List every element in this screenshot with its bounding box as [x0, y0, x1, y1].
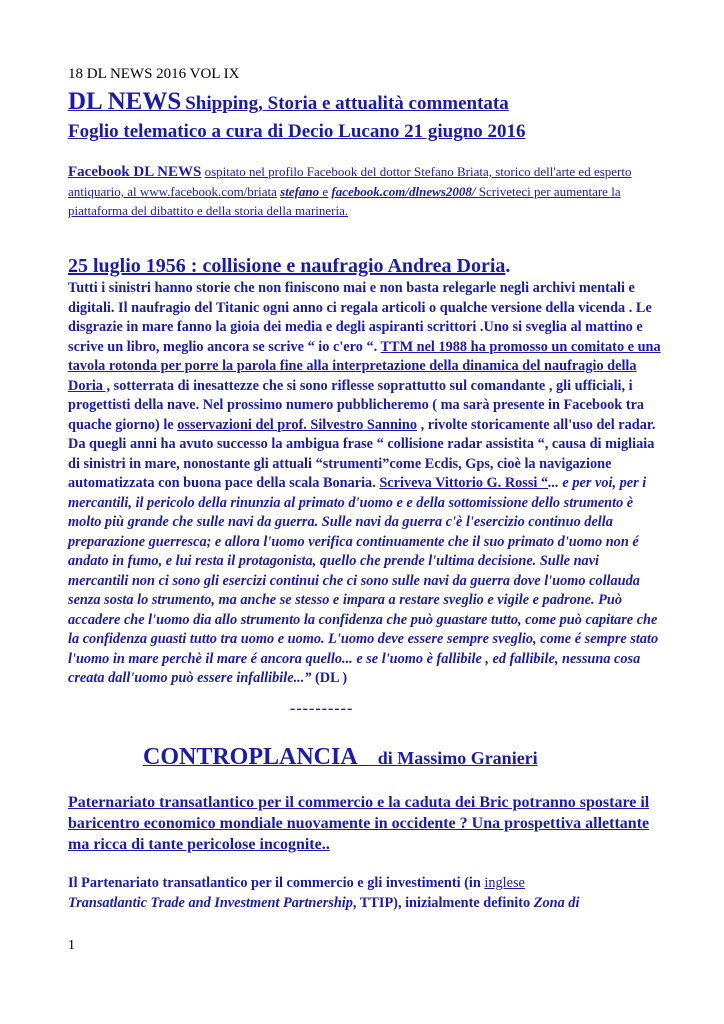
- article-title: [68, 255, 662, 278]
- article-title-end: .: [505, 255, 511, 277]
- issue-label: 18 DL NEWS 2016 VOL IX: [68, 66, 240, 82]
- article-para-3: , rivolte storicamente all'uso del radar. Da quegli anni ha avuto successo la ambigua frase “ collisione radar assistita “, causa di migliaia di sinistri in mare, nonostante gli attuali “strumenti”come Ecdis, Gps, cioè la navigazione automatizzata con buona pace della scala Bonaria.: [68, 416, 656, 491]
- masthead-tagline: Shipping, Storia e attualità commentata: [185, 93, 509, 114]
- controplancia-title: CONTROPLANCIA: [143, 744, 358, 770]
- masthead-title: [68, 90, 662, 117]
- facebook-note: [68, 162, 662, 220]
- ttip-text-2: , TTIP), inizialmente definito: [352, 895, 534, 911]
- article-para-1: Tutti i sinistri hanno storie che non finiscono mai e non basta relegarle negli archivi mentali e digitali. Il naufragio del Titanic ogni anno ci regala articoli o qualche versione della vicenda . Le disgrazie in mare fanno la gioia dei media e degli aspiranti scrittori .Uno si sveglia al mattino e scrive un libro, meglio ancora se scrive “ io c'ero “.: [68, 280, 652, 355]
- rossi-quote: ... e per voi, per i mercantili, il pericolo della rinunzia al primato d'uomo e e della sottomissione dello strumento è molto più grande che sulle navi da guerra. Sulle navi da guerra c'è l'esercizio continuo della preparazione guerresca; e allora l'uomo verifica continuamente che il suo primato d'uomo non é andato in fumo, e lui resta il protagonista, quello che prende l'ultima decisione. Sulle navi mercantili non ci sono gli esercizi continui che ci sono sulle navi da guerra dove l'uomo collauda senza sosta lo strumento, ma anche se stesso e impara a restare sveglio e vigile e padrone. Può accadere che l'uomo dia allo strumento la confidenza che può guastare tutto, come può capitare che la confidenza guasti tutto tra uomo e uomo. L'uomo deve essere sempre sveglio, come é sempre stato l'uomo in mare perchè il mare é ancora quello... e se l'uomo è fallibile , ed fallibile, nessuna cosa creata dall'uomo può essere infallibile...”: [68, 475, 659, 686]
- article-signature: (DL ): [315, 670, 348, 686]
- inglese-link[interactable]: inglese: [484, 875, 525, 891]
- facebook-stefano-link[interactable]: stefano: [280, 184, 320, 199]
- article-title-text: 25 luglio 1956 : collisione e naufragio Andrea Doria: [68, 255, 506, 277]
- ttip-text-3: Zona di: [533, 895, 580, 911]
- facebook-briata-link[interactable]: www.facebook.com/briata: [139, 184, 277, 199]
- facebook-text-1: ospitato nel profilo Facebook del dottor Stefano Briata, storico dell'arte ed esperto antiquario, al: [68, 164, 632, 199]
- facebook-text-2: e: [319, 184, 329, 199]
- facebook-text-3: Scriveteci per aumentare la piattaforma del dibattito e della storia della marineria.: [68, 184, 621, 218]
- ttm-link[interactable]: TTM nel 1988 ha promosso un comitato e una tavola rotonda per porre la parola fine alla interpretazione della dinamica del naufragio della Doria ,: [68, 338, 661, 394]
- facebook-heading: Facebook DL NEWS: [68, 164, 202, 180]
- section-divider: ----------: [290, 700, 354, 717]
- ttip-text-1: Il Partenariato transatlantico per il commercio e gli investimenti (in: [68, 875, 485, 891]
- rossi-link[interactable]: Scriveva Vittorio G. Rossi “: [379, 475, 549, 491]
- masthead-name: DL NEWS: [68, 88, 182, 115]
- article-body: [68, 279, 662, 689]
- ttip-paragraph: [68, 873, 662, 913]
- page-number: 1: [68, 938, 75, 953]
- masthead-subtitle: Foglio telematico a cura di Decio Lucano 21 giugno 2016: [68, 121, 526, 142]
- controplancia-heading: [143, 744, 538, 771]
- controplancia-author: di Massimo Granieri: [377, 748, 538, 768]
- ttip-english-name: Transatlantic Trade and Investment Partnership: [68, 895, 353, 911]
- controplancia-subhead: Paternariato transatlantico per il commercio e la caduta dei Bric potranno spostare il baricentro economico mondiale nuovamente in occidente ? Una prospettiva allettante ma ricca di tante pericolose incognite..: [68, 794, 650, 853]
- article-para-2: sotterrata di inesattezze che si sono riflesse soprattutto sul comandante , gli ufficiali, i progettisti della nave. Nel prossimo numero pubblicheremo ( ma sarà presente in Facebook tra quache giorno) le: [68, 377, 645, 433]
- sannino-link[interactable]: osservazioni del prof. Silvestro Sannino: [177, 416, 417, 433]
- facebook-dlnews-link[interactable]: facebook.com/dlnews2008/: [331, 184, 476, 199]
